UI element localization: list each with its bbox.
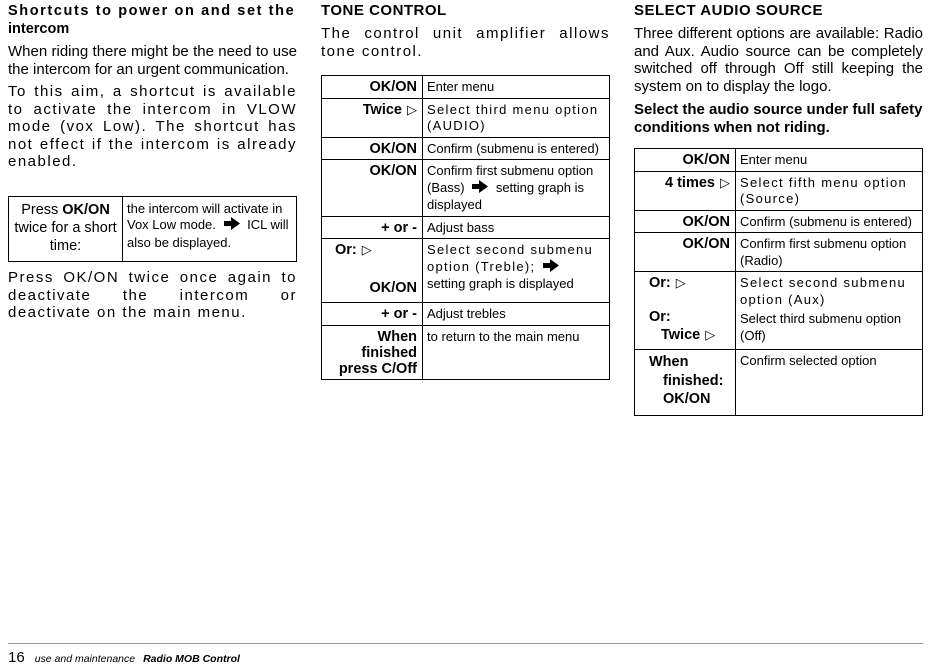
key-cell: + or -: [322, 216, 423, 239]
table-row: [635, 171, 923, 210]
footer-product-name: Radio MOB Control: [143, 653, 240, 665]
key-cell: OK/ON: [322, 160, 423, 217]
shortcuts-heading-line1: Shortcuts to power on and set the: [8, 3, 296, 19]
key-text: When: [377, 328, 417, 345]
audio-source-table: [634, 148, 923, 416]
key-cell: OK/ON: [635, 149, 736, 172]
value-cell: to return to the main menu: [423, 325, 610, 379]
key-cell: OK/ON: [322, 76, 423, 99]
value-text: Select third submenu option (Off): [740, 311, 902, 343]
value-cell: Confirm selected option: [736, 350, 923, 416]
table-row: [322, 76, 610, 99]
page-number: 16: [8, 649, 25, 666]
column-shortcuts: [8, 0, 297, 322]
table-row: [322, 303, 610, 326]
value-cell: [736, 272, 923, 350]
key-cell: OK/ON: [635, 233, 736, 272]
shortcuts-heading: [8, 2, 297, 38]
table-row: [322, 325, 610, 379]
table-row: [322, 239, 610, 303]
tone-control-table: [321, 75, 610, 380]
right-triangle-icon: ▷: [705, 327, 716, 342]
audio-source-warning: Select the audio source under full safety conditions when not riding.: [634, 101, 923, 136]
key-cell: [322, 239, 423, 303]
key-cell: [322, 325, 423, 379]
value-cell: [423, 239, 610, 303]
value-text: the intercom will activate in Vox Low mode.: [127, 200, 283, 233]
key-text: OK/ON: [663, 391, 711, 407]
key-text: finished: [361, 344, 417, 361]
key-cell: + or -: [322, 303, 423, 326]
value-text: Select second submenu option (Aux): [740, 275, 907, 307]
key-text: Press: [21, 201, 63, 218]
audio-source-intro: Three different options are available: Radio and Aux. Audio source can be completely switched off through Off still keeping the system on to display the logo.: [634, 25, 923, 95]
right-triangle-icon: ▷: [407, 101, 417, 117]
right-arrow-icon: [224, 217, 240, 235]
shortcuts-heading-line2: intercom: [8, 21, 70, 37]
table-row: [635, 272, 923, 350]
key-text: Twice: [661, 327, 701, 343]
key-text: Twice: [362, 101, 402, 118]
key-text: Or:: [335, 242, 357, 258]
key-text: 4 times: [665, 174, 715, 191]
key-cell: [635, 171, 736, 210]
tone-control-heading: TONE CONTROL: [321, 2, 447, 19]
right-triangle-icon: ▷: [720, 174, 730, 190]
value-text: Confirm first submenu option (Bass): [427, 163, 594, 195]
value-text: ICL will also be displayed.: [127, 217, 289, 250]
right-arrow-icon: [543, 259, 559, 277]
shortcuts-para-2: To this aim, a shortcut is available to activate the intercom in VLOW mode (vox Low). The shortcut has not effect if the intercom is already enabled.: [8, 83, 297, 170]
value-cell: Enter menu: [423, 76, 610, 99]
table-row: [9, 196, 297, 262]
table-row: [635, 210, 923, 233]
value-cell: Adjust bass: [423, 216, 610, 239]
value-cell: Select third menu option (AUDIO): [423, 98, 610, 137]
right-triangle-icon: ▷: [675, 275, 686, 290]
column-audio-source: [634, 0, 923, 416]
key-text: OK/ON: [369, 280, 417, 296]
value-cell: Confirm first submenu option (Radio): [736, 233, 923, 272]
key-text: finished:: [663, 372, 724, 389]
shortcuts-para-3: Press OK/ON twice once again to deactivate the intercom or deactivate on the main menu.: [8, 269, 297, 321]
tone-control-intro: The control unit amplifier allows tone control.: [321, 25, 610, 60]
table-row: [635, 233, 923, 272]
footer-text: use and maintenance: [34, 653, 136, 665]
key-text: When: [649, 354, 689, 370]
key-cell: [635, 350, 736, 416]
value-text: Select second submenu option (Treble);: [427, 242, 594, 274]
value-cell: Confirm (submenu is entered): [736, 210, 923, 233]
table-row: [322, 137, 610, 160]
shortcuts-para-1: When riding there might be the need to use the intercom for an urgent communication.: [8, 43, 297, 78]
shortcut-table: [8, 196, 297, 263]
shortcut-value-cell: [123, 196, 297, 262]
footer-divider: [8, 643, 923, 644]
column-tone-control: [321, 0, 610, 380]
key-text: twice for a short time:: [14, 219, 117, 254]
value-cell: Select fifth menu option (Source): [736, 171, 923, 210]
page-footer: [8, 649, 240, 666]
value-cell: [423, 160, 610, 217]
value-text: setting graph is displayed: [427, 179, 584, 212]
table-row: [322, 160, 610, 217]
shortcut-key-cell: [9, 196, 123, 262]
right-triangle-icon: ▷: [361, 242, 372, 257]
key-cell: [322, 98, 423, 137]
value-cell: Adjust trebles: [423, 303, 610, 326]
table-row: [322, 216, 610, 239]
value-text: setting graph is displayed: [427, 276, 574, 291]
table-row: [635, 350, 923, 416]
key-text: press C/Off: [338, 360, 417, 377]
table-row: [322, 98, 610, 137]
value-cell: Enter menu: [736, 149, 923, 172]
audio-source-heading: SELECT AUDIO SOURCE: [634, 2, 823, 19]
key-cell: [635, 272, 736, 350]
key-text: Or:: [649, 309, 671, 325]
key-bold-text: OK/ON: [62, 201, 110, 218]
right-arrow-icon: [472, 180, 488, 198]
key-cell: OK/ON: [322, 137, 423, 160]
table-row: [635, 149, 923, 172]
key-text: Or:: [649, 275, 671, 291]
value-cell: Confirm (submenu is entered): [423, 137, 610, 160]
key-cell: OK/ON: [635, 210, 736, 233]
